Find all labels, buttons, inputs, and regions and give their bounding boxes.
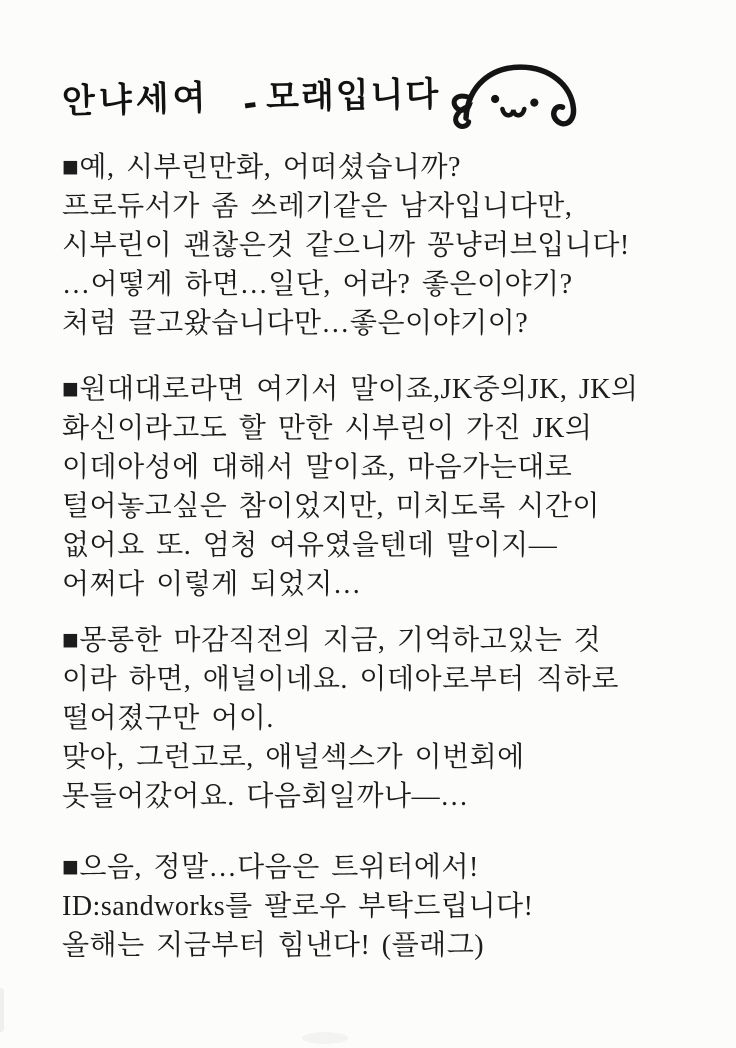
text-line: ■으음, 정말…다음은 트위터에서! xyxy=(62,852,479,883)
scan-artifact-smudge xyxy=(302,1032,348,1044)
text-line: ■원대대로라면 여기서 말이죠,JK중의JK, JK의 xyxy=(62,374,639,405)
sandworm-face-doodle-icon xyxy=(442,58,592,140)
text-line: ■예, 시부린만화, 어떠셨습니까? xyxy=(62,152,461,183)
handwritten-greeting-text: 안냐세여 xyxy=(61,78,210,122)
paragraph-3 xyxy=(62,621,722,816)
text-line: ID:sandworks를 팔로우 부탁드립니다! xyxy=(62,891,534,922)
text-line: 이데아성에 대해서 말이죠, 마음가는대로 xyxy=(62,452,573,483)
artist-name-text: 모래입니다 xyxy=(265,74,441,118)
text-line: 올해는 지금부터 힘낸다! (플래그) xyxy=(62,930,485,961)
text-line: 없어요 또. 엄청 여유였을텐데 말이지— xyxy=(62,530,558,561)
text-line: 못들어갔어요. 다음회일까나—… xyxy=(62,781,469,812)
text-line: 시부린이 괜찮은것 같으니까 꽁냥러브입니다! xyxy=(62,230,630,261)
handwritten-header xyxy=(62,58,592,140)
paragraph-1 xyxy=(62,148,722,343)
text-line: 이라 하면, 애널이네요. 이데아로부터 직하로 xyxy=(62,664,619,695)
text-line: 프로듀서가 좀 쓰레기같은 남자입니다만, xyxy=(62,191,573,222)
text-line: 털어놓고싶은 참이었지만, 미치도록 시간이 xyxy=(62,491,600,522)
text-line: 처럼 끌고왔습니다만…좋은이야기이? xyxy=(62,308,529,339)
paragraph-4 xyxy=(62,848,722,965)
paragraph-2 xyxy=(62,370,722,604)
scan-artifact-edge xyxy=(0,988,4,1032)
text-line: 맞아, 그런고로, 애널섹스가 이번회에 xyxy=(62,742,525,773)
text-line: 어쩌다 이렇게 되었지… xyxy=(62,569,362,600)
text-line: 떨어졌구만 어이. xyxy=(62,703,274,734)
handwritten-separator-mark: - xyxy=(240,83,261,125)
text-line: …어떻게 하면…일단, 어라? 좋은이야기? xyxy=(62,269,573,300)
text-line: ■몽롱한 마감직전의 지금, 기억하고있는 것 xyxy=(62,625,602,656)
text-line: 화신이라고도 할 만한 시부린이 가진 JK의 xyxy=(62,413,593,444)
